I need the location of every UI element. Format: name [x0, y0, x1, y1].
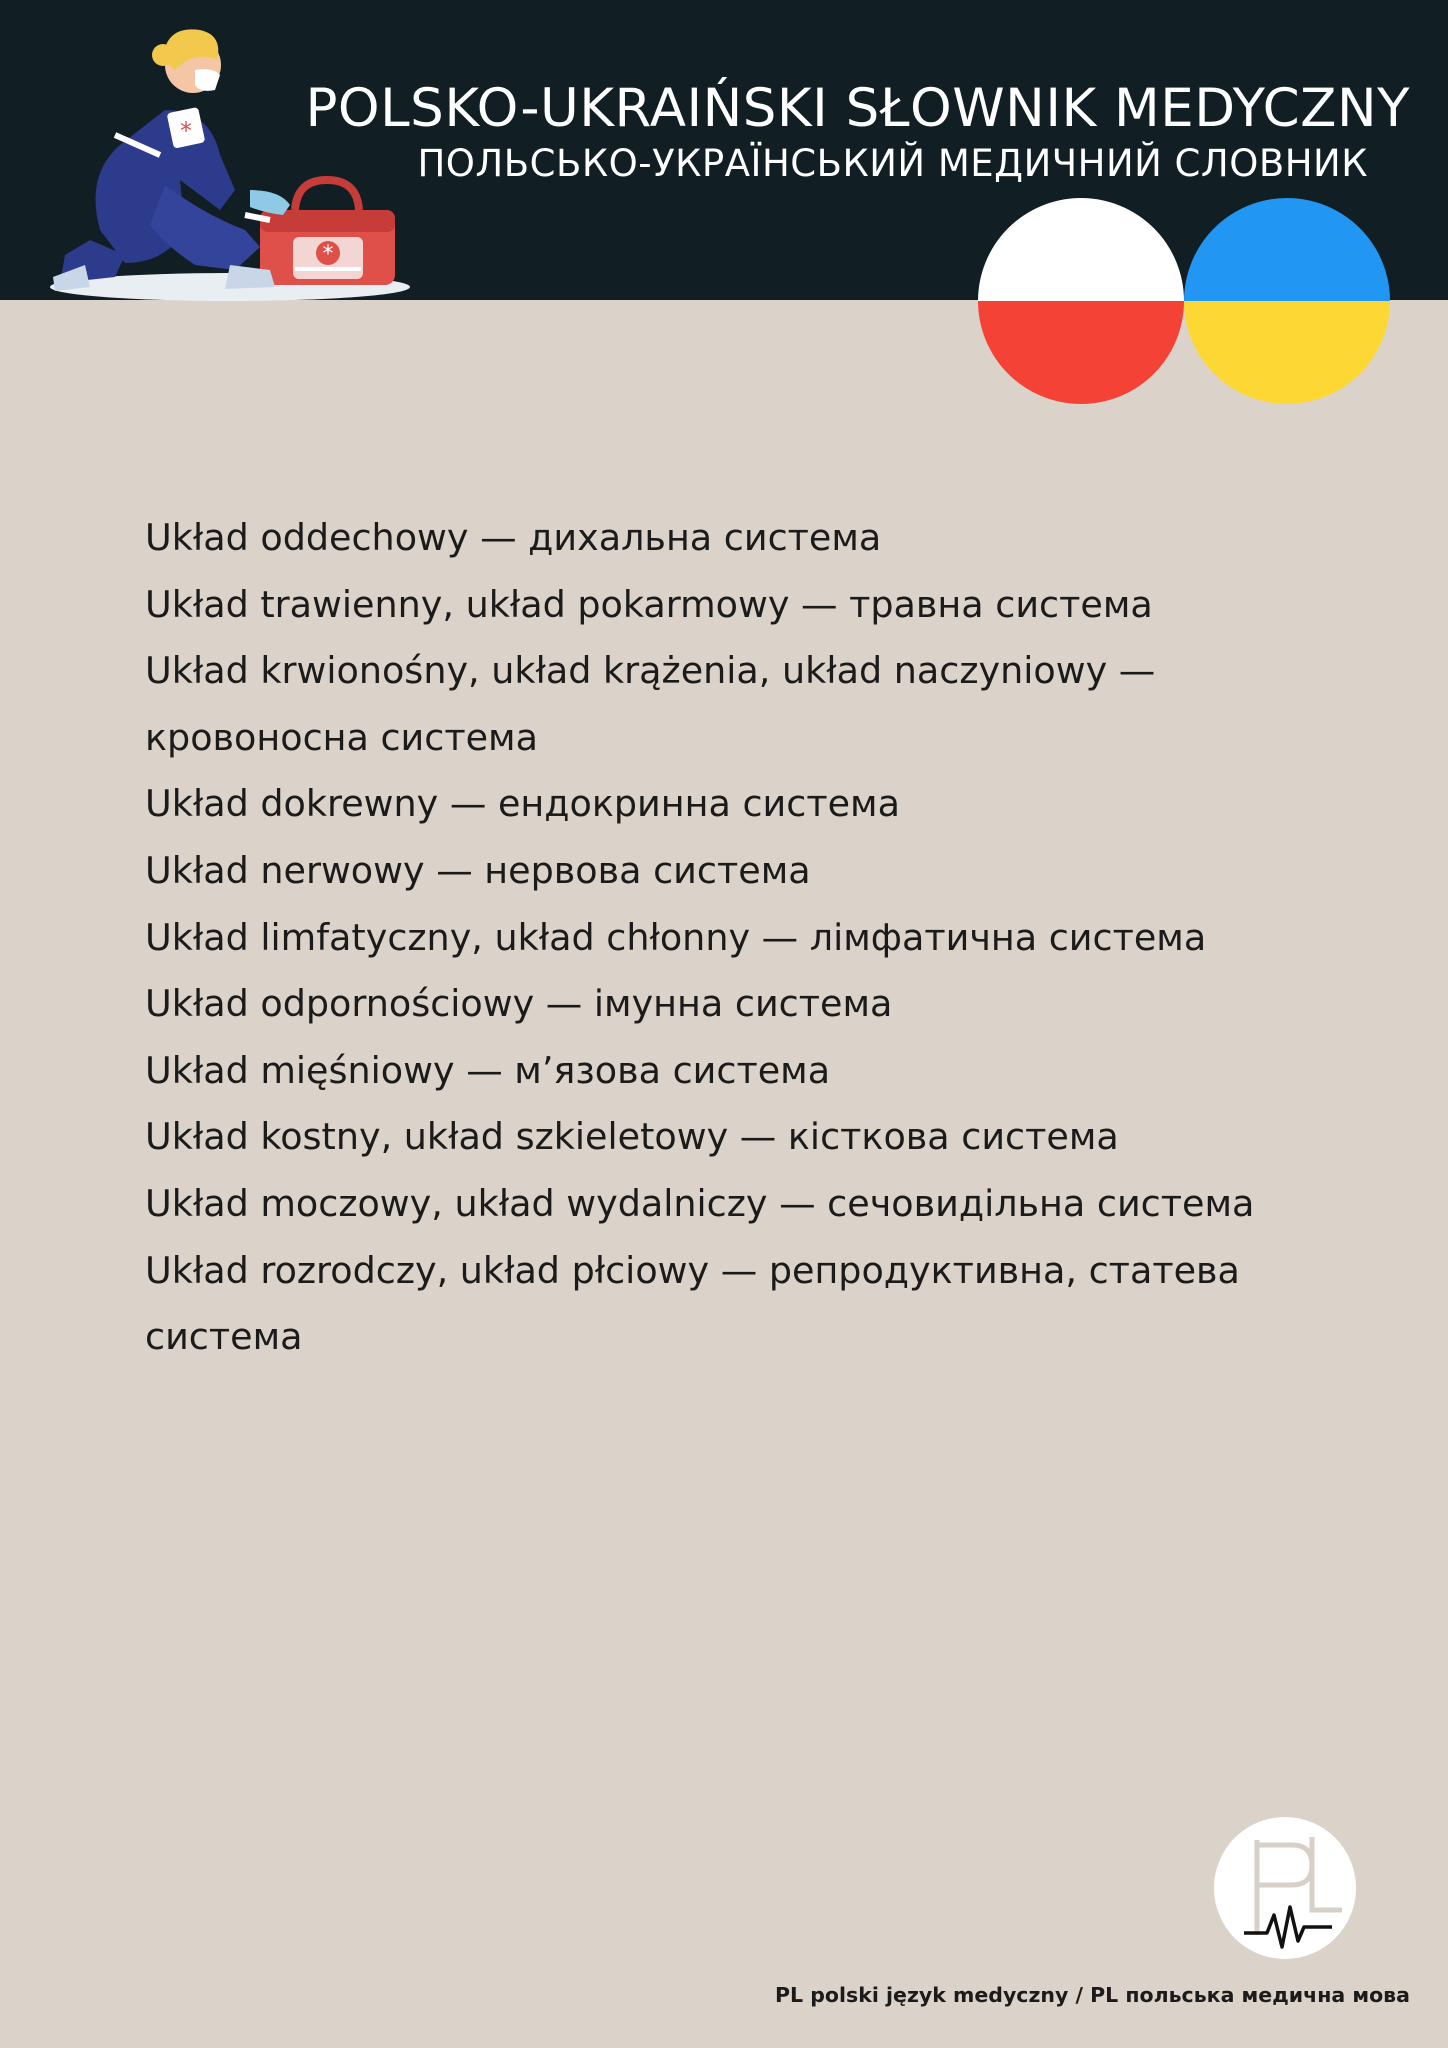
ukrainian-flag-icon: [1184, 198, 1390, 404]
entry-respiratory: Układ oddechowy — дихальна система: [145, 516, 882, 559]
pl-heartbeat-logo-icon: [1212, 1815, 1358, 1961]
footer-caption: PL polski język medyczny / PL польська медична мова: [775, 1983, 1410, 2007]
entry-urinary: Układ moczowy, układ wydalniczy — сечовидільна система: [145, 1181, 1255, 1225]
entry-muscular: Układ mięśniowy — м’язова система: [145, 1048, 831, 1092]
dictionary-entries: [145, 505, 1335, 1371]
svg-text:*: *: [322, 242, 334, 267]
entry-digestive: Układ trawienny, układ pokarmowy — травна система: [145, 582, 1153, 626]
polish-flag-icon: [978, 198, 1184, 404]
entry-skeletal: Układ kostny, układ szkieletowy — кісткова система: [145, 1115, 1119, 1159]
title-polish: POLSKO-UKRAIŃSKI SŁOWNIK MEDYCZNY: [305, 78, 1410, 139]
entry-lymphatic: Układ limfatyczny, układ chłonny — лімфатична система: [145, 915, 1207, 959]
entry-circulatory: Układ krwionośny, układ krążenia, układ naczyniowy — кровоносна система: [145, 649, 1156, 759]
entry-reproductive: Układ rozrodczy, układ płciowy — репродуктивна, статева система: [145, 1248, 1240, 1359]
entry-immune: Układ odpornościowy — імунна система: [145, 982, 893, 1026]
svg-text:*: *: [180, 117, 192, 145]
title-ukrainian: ПОЛЬСЬКО-УКРАЇНСЬКИЙ МЕДИЧНИЙ СЛОВНИК: [417, 142, 1368, 185]
paramedic-with-medical-bag-icon: [45, 15, 415, 305]
entry-nervous: Układ nerwowy — нервова система: [145, 848, 811, 892]
entry-endocrine: Układ dokrewny — ендокринна система: [145, 782, 900, 826]
